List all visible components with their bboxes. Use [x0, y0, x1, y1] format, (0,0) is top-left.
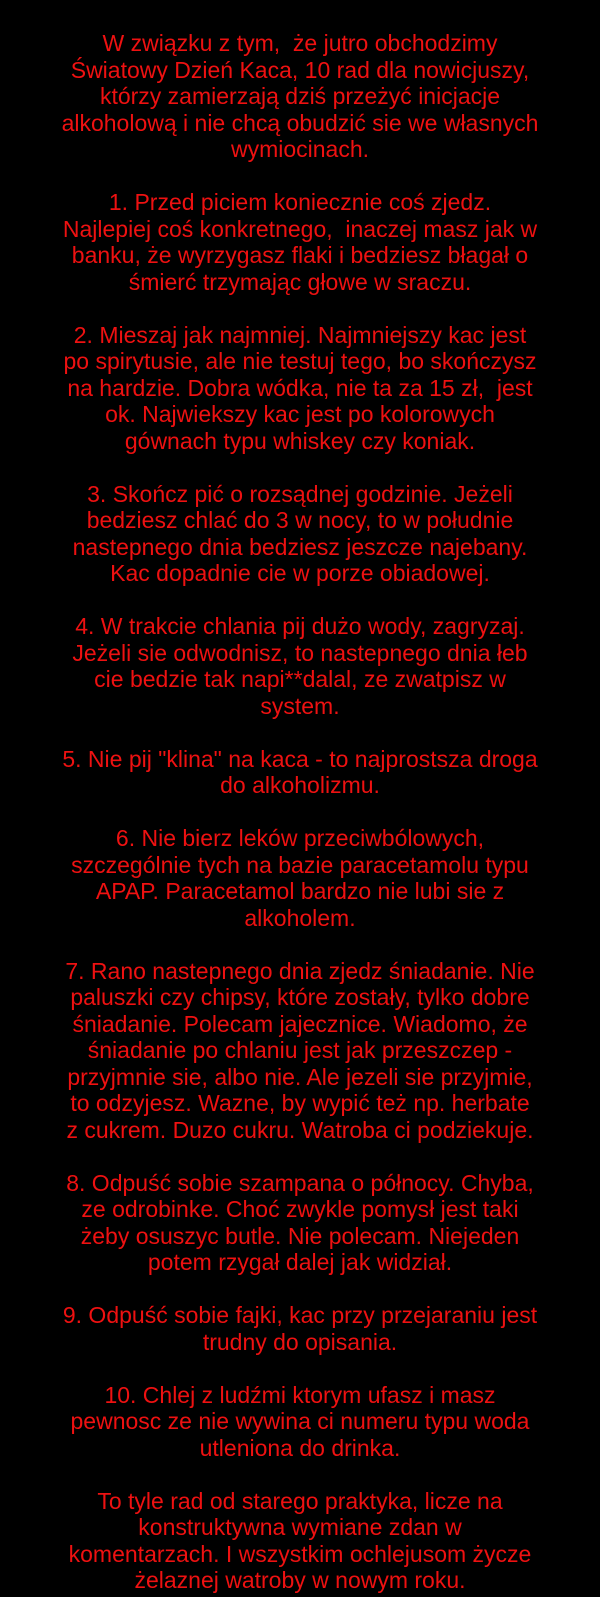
- paragraph-outro: [0, 1488, 600, 1594]
- text-line: to odzyjesz. Wazne, by wypić też np. herbate: [70, 1090, 530, 1116]
- text-line: śniadanie po chlaniu jest jak przeszczep -: [87, 1037, 513, 1063]
- text-line: APAP. Paracetamol bardzo nie lubi sie z: [95, 878, 505, 904]
- text-line: 6. Nie bierz leków przeciwbólowych,: [115, 825, 485, 851]
- text-line: żelaznej watroby w nowym roku.: [134, 1567, 466, 1593]
- text-line: śmierć trzymając głowe w sraczu.: [128, 268, 472, 295]
- text-line: wymiocinach.: [230, 136, 370, 162]
- text-line: paluszki czy chipsy, które zostały, tylko dobre: [70, 984, 530, 1010]
- text-line: 9. Odpuść sobie fajki, kac przy przejaraniu jest: [62, 1302, 538, 1328]
- text-line: Jeżeli sie odwodnisz, to nastepnego dnia łeb: [72, 639, 528, 666]
- text-line: 4. W trakcie chlania pij dużo wody, zagryzaj.: [75, 613, 525, 639]
- paragraph-tip-1: [0, 189, 600, 295]
- text-line: 10. Chlej z ludźmi ktorym ufasz i masz: [104, 1381, 496, 1408]
- text-line: ok. Najwiekszy kac jest po kolorowych: [105, 401, 495, 427]
- text-line: cie bedzie tak napi**dalal, ze zwatpisz w: [94, 666, 506, 692]
- text-line: utleniona do drinka.: [199, 1434, 401, 1461]
- text-line: którzy zamierzają dziś przeżyć inicjacje: [99, 83, 501, 109]
- paragraph-tip-3: [0, 481, 600, 587]
- text-line: żeby osuszyc butle. Nie polecam. Niejeden: [80, 1222, 520, 1249]
- text-line: komentarzach. I wszystkim ochlejusom życze: [68, 1540, 532, 1567]
- text-line: śniadanie. Polecam jajecznice. Wiadomo, że: [72, 1010, 528, 1037]
- paragraph-tip-9: [0, 1302, 600, 1355]
- text-line: 2. Mieszaj jak najmniej. Najmniejszy kac jest: [73, 321, 527, 348]
- text-line: Kac dopadnie cie w porze obiadowej.: [110, 560, 490, 586]
- paragraph-tip-2: [0, 322, 600, 455]
- text-line: na hardzie. Dobra wódka, nie ta za 15 zł, jest: [67, 374, 533, 401]
- text-line: konstruktywna wymiane zdan w: [138, 1514, 462, 1540]
- text-line: 8. Odpuść sobie szampana o północy. Chyba,: [66, 1169, 534, 1196]
- text-line: ze odrobinke. Choć zwykle pomysł jest taki: [81, 1196, 519, 1222]
- paragraph-tip-7: [0, 958, 600, 1144]
- text-line: alkoholową i nie chcą obudzić sie we własnych: [61, 109, 539, 136]
- text-line: pewnosc ze nie wywina ci numeru typu woda: [70, 1408, 530, 1434]
- text-line: Światowy Dzień Kaca, 10 rad dla nowicjuszy,: [70, 56, 530, 83]
- text-line: To tyle rad od starego praktyka, licze na: [97, 1487, 503, 1514]
- text-line: banku, że wyrzygasz flaki i bedziesz błagał o: [71, 242, 529, 268]
- text-line: bedziesz chlać do 3 w nocy, to w południe: [86, 507, 514, 533]
- paragraph-tip-6: [0, 825, 600, 931]
- text-line: z cukrem. Duzo cukru. Watroba ci podziekuje.: [66, 1116, 534, 1143]
- text-line: gównach typu whiskey czy koniak.: [124, 427, 476, 454]
- text-line: do alkoholizmu.: [220, 772, 380, 798]
- paragraph-tip-10: [0, 1382, 600, 1462]
- paragraph-intro: [0, 30, 600, 163]
- text-line: W związku z tym, że jutro obchodzimy: [102, 30, 498, 56]
- text-line: trudny do opisania.: [202, 1328, 398, 1355]
- text-line: 5. Nie pij "klina" na kaca - to najprostsza droga: [62, 745, 538, 772]
- paragraph-tip-5: [0, 746, 600, 799]
- text-line: nastepnego dnia bedziesz jeszcze najebany.: [72, 533, 528, 560]
- text-line: alkoholem.: [244, 904, 356, 931]
- text-line: 3. Skończ pić o rozsądnej godzinie. Jeżeli: [87, 480, 513, 507]
- text-line: 7. Rano nastepnego dnia zjedz śniadanie. Nie: [65, 957, 535, 984]
- paragraph-tip-4: [0, 613, 600, 719]
- text-line: potem rzygał dalej jak widział.: [147, 1249, 453, 1275]
- text-line: system.: [260, 692, 340, 719]
- paragraph-tip-8: [0, 1170, 600, 1276]
- text-line: przyjmnie sie, albo nie. Ale jezeli sie przyjmie,: [67, 1063, 533, 1090]
- text-line: szczególnie tych na bazie paracetamolu typu: [71, 851, 529, 878]
- text-line: po spirytusie, ale nie testuj tego, bo skończysz: [63, 348, 537, 374]
- text-line: Najlepiej coś konkretnego, inaczej masz jak w: [62, 215, 538, 242]
- text-line: 1. Przed piciem koniecznie coś zjedz.: [108, 189, 492, 215]
